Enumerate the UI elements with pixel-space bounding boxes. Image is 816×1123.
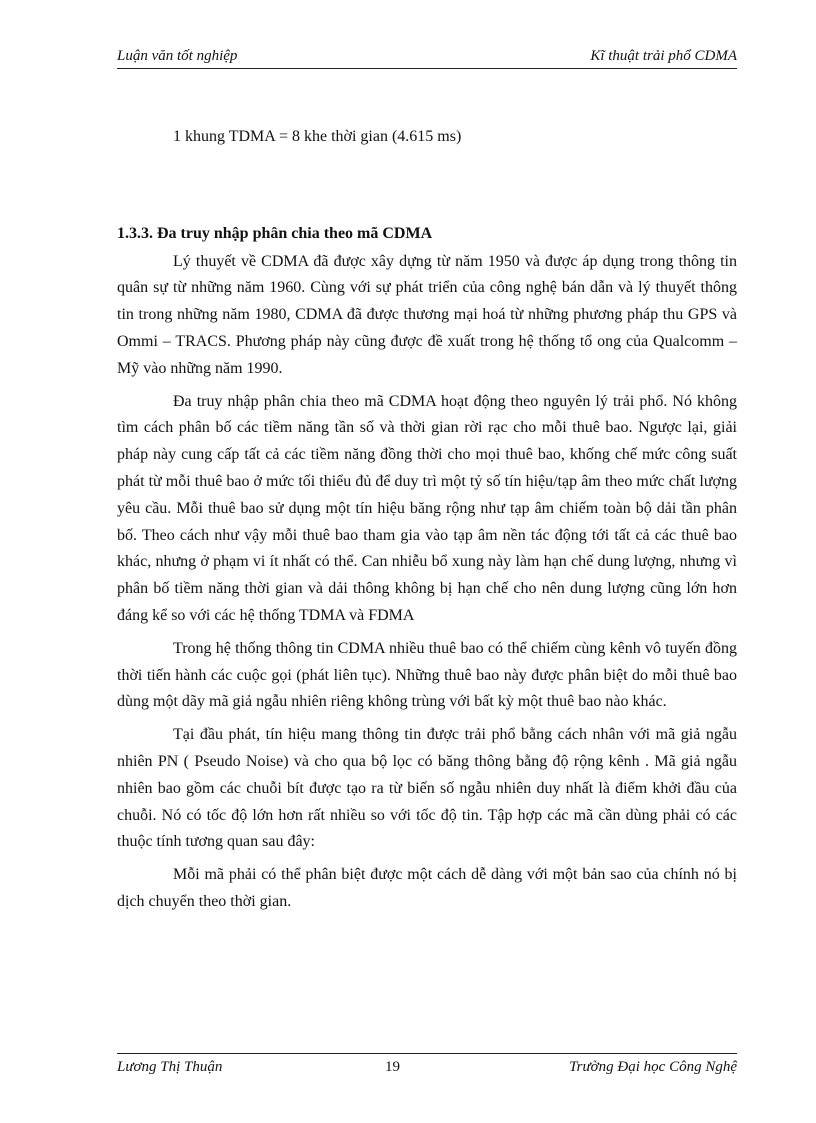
page-content	[117, 124, 737, 922]
header-topic-label: Kĩ thuật trải phổ CDMA	[590, 48, 737, 64]
paragraph-cdma-principle: Đa truy nhập phân chia theo mã CDMA hoạt động theo nguyên lý trải phổ. Nó không tìm cách phân bố các tiềm năng tần số và thời gian rời rạc cho mỗi thuê bao. Ngược lại, giải pháp này cung cấp tất cả các tiềm năng đồng thời cho mọi thuê bao, khống chế mức công suất phát từ mỗi thuê bao ở mức tối thiểu đủ để duy trì một tỷ số tín hiệu/tạp âm theo mức chất lượng yêu cầu. Mỗi thuê bao sử dụng một tín hiệu băng rộng như tạp âm chiếm toàn bộ dải tần phân bố. Theo cách như vậy mỗi thuê bao tham gia vào tạp âm nền tác động tới tất cả các thuê bao khác, nhưng ở phạm vi ít nhất có thể. Can nhiễu bổ xung này làm hạn chế dung lượng, nhưng vì phân bố tiềm năng thời gian và dải thông không bị hạn chế cho nên dung lượng cũng lớn hơn đáng kể so với các hệ thống TDMA và FDMA	[117, 392, 737, 624]
paragraph-cdma-history: Lý thuyết về CDMA đã được xây dựng từ năm 1950 và được áp dụng trong thông tin quân sự từ những năm 1960. Cùng với sự phát triển của công nghệ bán dẫn và lý thuyết thông tin trong những năm 1980, CDMA đã được thương mại hoá từ những phương pháp thu GPS và Ommi – TRACS. Phương pháp này cũng được đề xuất trong hệ thống tổ ong của Qualcomm – Mỹ vào những năm 1990.	[117, 252, 737, 377]
footer-university: Trường Đại học Công Nghệ	[569, 1059, 737, 1075]
page-footer	[117, 1053, 737, 1076]
paragraph-pn-code: Tại đầu phát, tín hiệu mang thông tin được trải phổ bằng cách nhân với mã giả ngẫu nhiên PN ( Pseudo Noise) và cho qua bộ lọc có băng thông bằng độ rộng kênh . Mã giả ngẫu nhiên bao gồm các chuỗi bít được tạo ra từ biến số ngẫu nhiên duy nhất là điểm khởi đầu của chuỗi. Nó có tốc độ lớn hơn rất nhiều so với tốc độ tin. Tập hợp các mã cần dùng phải có các thuộc tính tương quan sau đây:	[117, 726, 737, 851]
tdma-frame-formula: 1 khung TDMA = 8 khe thời gian (4.615 ms)	[173, 128, 462, 145]
page-number: 19	[385, 1059, 400, 1075]
header-thesis-label: Luận văn tốt nghiệp	[117, 48, 238, 64]
page-header	[117, 46, 737, 69]
section-title: 1.3.3. Đa truy nhập phân chia theo mã CDMA	[117, 224, 433, 242]
paragraph-cdma-channel: Trong hệ thống thông tin CDMA nhiều thuê bao có thể chiếm cùng kênh vô tuyến đồng thời tiến hành các cuộc gọi (phát liên tục). Những thuê bao này được phân biệt do mỗi thuê bao dùng một dãy mã giả ngẫu nhiên riêng không trùng với bất kỳ một thuê bao nào khác.	[117, 639, 737, 711]
footer-author: Lương Thị Thuận	[117, 1059, 223, 1075]
paragraph-code-property: Mỗi mã phải có thể phân biệt được một cách dễ dàng với một bản sao của chính nó bị dịch chuyển theo thời gian.	[117, 866, 737, 910]
